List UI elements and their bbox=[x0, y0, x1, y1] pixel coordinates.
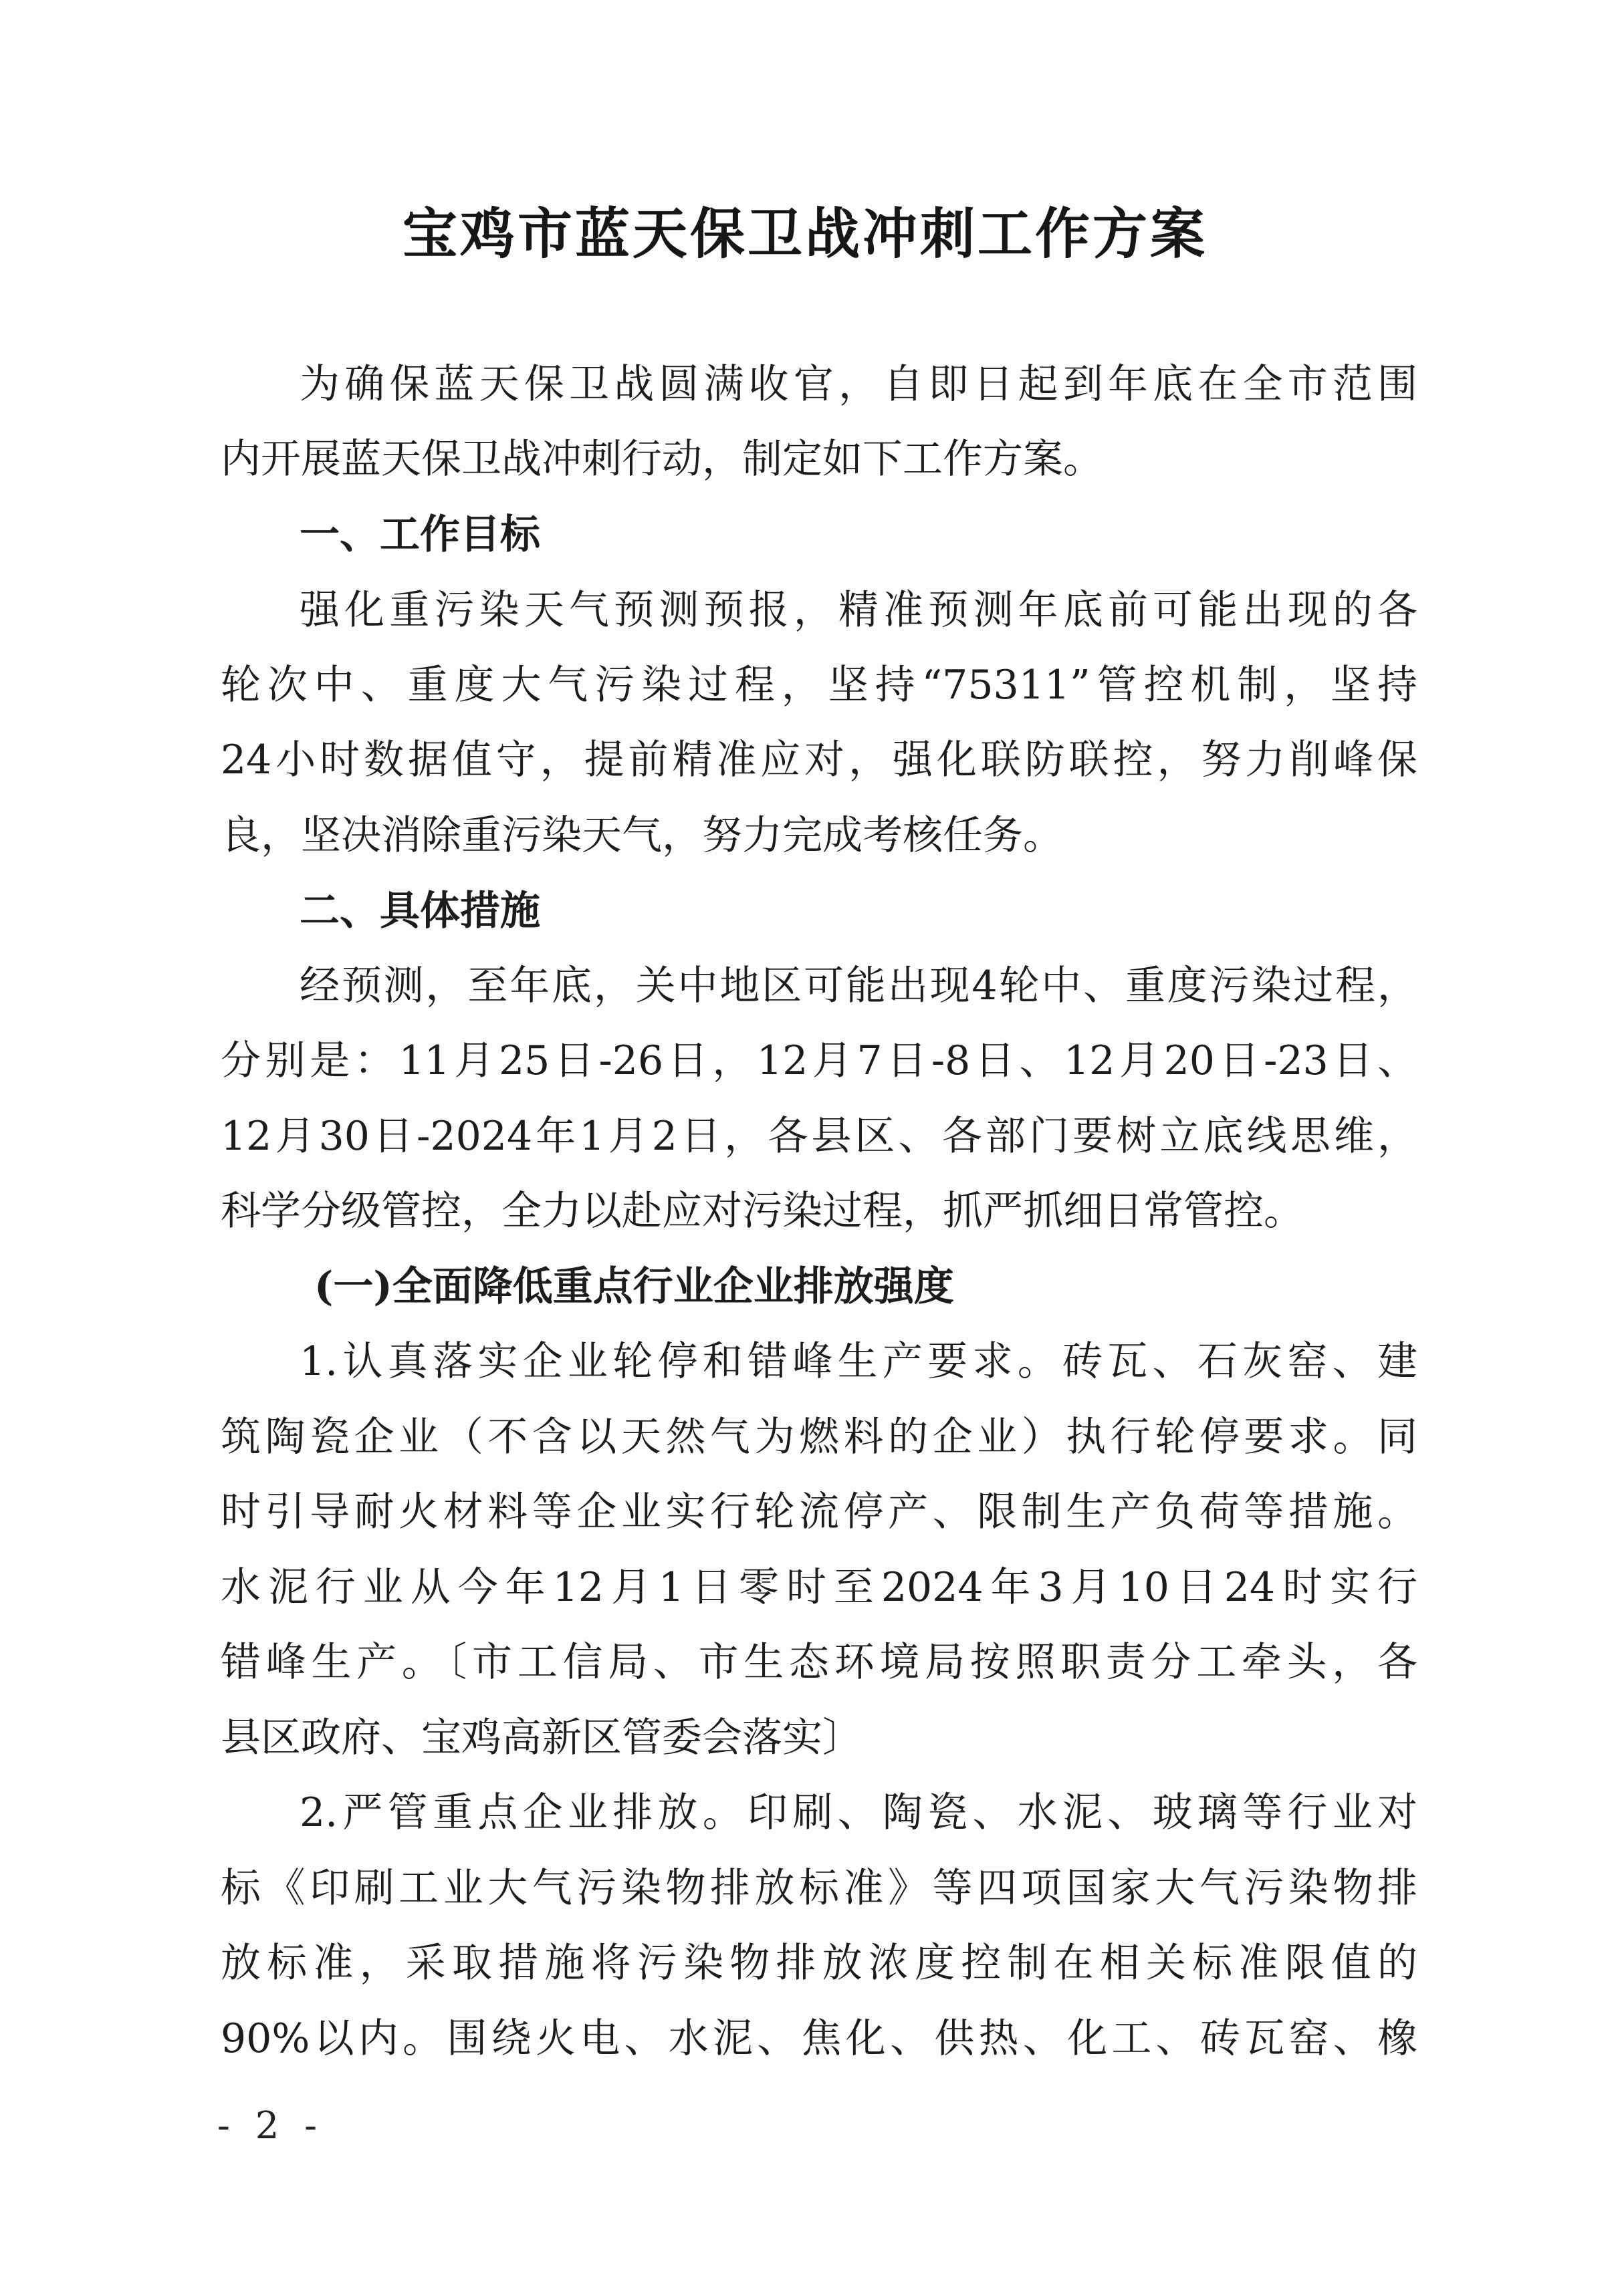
document-title: 宝鸡市蓝天保卫战冲刺工作方案 bbox=[402, 202, 1208, 266]
paragraph-line: 2.严管重点企业排放。印刷、陶瓷、水泥、玻璃等行业对 bbox=[300, 1789, 1417, 1836]
paragraph-line: 良，坚决消除重污染天气，努力完成考核任务。 bbox=[221, 812, 1063, 859]
paragraph-line: 放标准，采取措施将污染物排放浓度控制在相关标准限值的 bbox=[221, 1940, 1417, 1987]
paragraph-line: 筑陶瓷企业（不含以天然气为燃料的企业）执行轮停要求。同 bbox=[221, 1414, 1417, 1460]
paragraph-line: 标《印刷工业大气污染物排放标准》等四项国家大气污染物排 bbox=[221, 1865, 1417, 1912]
page-number: - 2 - bbox=[217, 2104, 324, 2148]
paragraph-line: 强化重污染天气预测预报，精准预测年底前可能出现的各 bbox=[300, 587, 1417, 634]
paragraph-line: 错峰生产。〔市工信局、市生态环境局按照职责分工牵头，各 bbox=[221, 1639, 1417, 1686]
paragraph-line: 分别是：11月25日-26日，12月7日-8日、12月20日-23日、 bbox=[221, 1037, 1417, 1084]
paragraph-line: 12月30日-2024年1月2日，各县区、各部门要树立底线思维， bbox=[221, 1113, 1417, 1160]
paragraph-line: 为确保蓝天保卫战圆满收官，自即日起到年底在全市范围 bbox=[300, 361, 1417, 408]
paragraph-line: 水泥行业从今年12月1日零时至2024年3月10日24时实行 bbox=[221, 1564, 1417, 1611]
paragraph-line: 24小时数据值守，提前精准应对，强化联防联控，努力削峰保 bbox=[221, 737, 1417, 783]
paragraph-line: 科学分级管控，全力以赴应对污染过程，抓严抓细日常管控。 bbox=[221, 1188, 1304, 1235]
paragraph-line: 内开展蓝天保卫战冲刺行动，制定如下工作方案。 bbox=[221, 436, 1103, 483]
paragraph-line: 县区政府、宝鸡高新区管委会落实〕 bbox=[221, 1714, 862, 1761]
paragraph-line: 90%以内。围绕火电、水泥、焦化、供热、化工、砖瓦窑、橡 bbox=[221, 2015, 1417, 2062]
paragraph-line: 经预测，至年底，关中地区可能出现4轮中、重度污染过程， bbox=[300, 963, 1417, 1009]
section-heading: 一、工作目标 bbox=[300, 511, 540, 558]
paragraph-line: 1.认真落实企业轮停和错峰生产要求。砖瓦、石灰窑、建 bbox=[300, 1338, 1417, 1385]
subsection-heading: (一)全面降低重点行业企业排放强度 bbox=[314, 1263, 954, 1310]
section-heading: 二、具体措施 bbox=[300, 888, 540, 934]
paragraph-line: 轮次中、重度大气污染过程，坚持“75311”管控机制，坚持 bbox=[221, 662, 1417, 709]
paragraph-line: 时引导耐火材料等企业实行轮流停产、限制生产负荷等措施。 bbox=[221, 1489, 1417, 1535]
